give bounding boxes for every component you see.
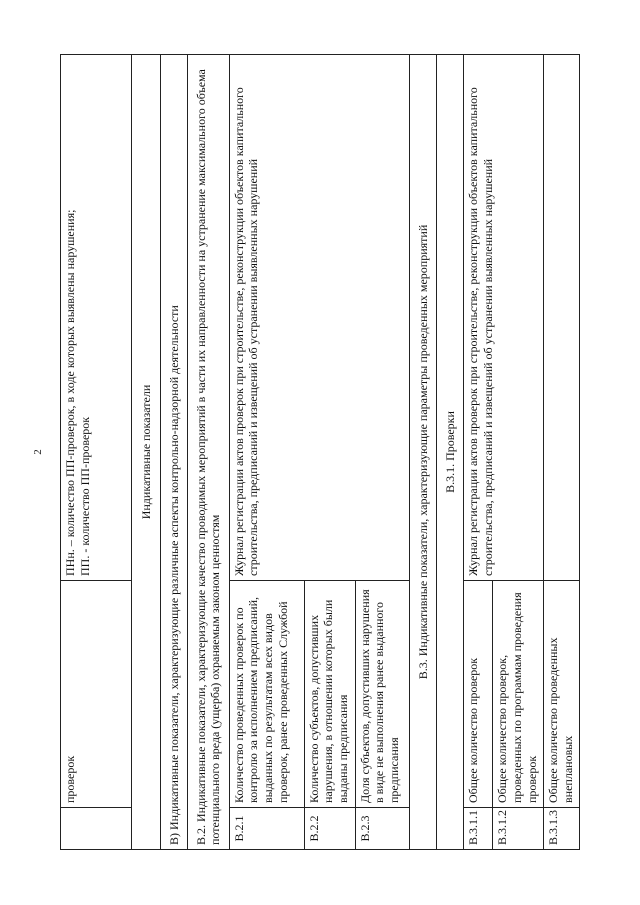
code-cell: В.3.1.1 <box>464 808 493 850</box>
description-cell: Общее количество проверок, проведенных по программам проведения проверок <box>493 581 544 808</box>
code-cell: В.2.2 <box>304 808 355 850</box>
table-row <box>61 55 132 850</box>
description-cell: Количество субъектов, допустивших нарушения, в отношении которых были выданы предписания <box>304 581 355 808</box>
section-heading: В.3.1. Проверки <box>437 55 464 850</box>
table-row <box>544 55 580 850</box>
table-row <box>188 55 230 850</box>
table-row <box>161 55 188 850</box>
indicators-table <box>60 54 580 850</box>
page-number: 2 <box>32 449 44 455</box>
section-heading: В.3. Индикативные показатели, характеризующие параметры проведенных мероприятий <box>409 55 436 850</box>
description-cell: Доля субъектов, допустивших нарушения в виде не выполнения ранее выданного предписания <box>355 581 409 808</box>
section-heading: В) Индикативные показатели, характеризующие различные аспекты контрольно-надзорной деятельности <box>161 55 188 850</box>
source-cell: ПНн. – количество ПП-проверок, в ходе которых выявлены нарушения; ПП. - количество ПП-проверок <box>61 55 132 581</box>
table-row <box>437 55 464 850</box>
description-cell: Общее количество проверок <box>464 581 493 808</box>
code-cell <box>61 808 132 850</box>
section-heading: В.2. Индикативные показатели, характеризующие качество проводимых мероприятий в части их направленности на устранение максимального объема потенциального вреда (ущерба) охраняемым законом ценностям <box>188 55 230 850</box>
table-row <box>409 55 436 850</box>
table-row <box>131 55 160 850</box>
code-cell: В.3.1.3 <box>544 808 580 850</box>
description-cell: проверок <box>61 581 132 808</box>
source-cell: Журнал регистрации актов проверок при строительстве, реконструкции объектов капитального строительства, предписаний и извещений об устранении выявленных нарушений <box>229 55 409 581</box>
source-cell: Журнал регистрации актов проверок при строительстве, реконструкции объектов капитального строительства, предписаний и извещений об устранении выявленных нарушений <box>464 55 544 581</box>
source-cell <box>544 55 580 581</box>
description-cell: Количество проведенных проверок по контролю за исполнением предписаний, выданных по результатам всех видов проверок, ранее проведенных Службой <box>229 581 304 808</box>
rotated-table-container <box>60 55 580 850</box>
code-cell: В.3.1.2 <box>493 808 544 850</box>
table-row <box>229 55 304 850</box>
indicative-header: Индикативные показатели <box>131 55 160 850</box>
description-cell: Общее количество проведенных внеплановых <box>544 581 580 808</box>
code-cell: В.2.1 <box>229 808 304 850</box>
code-cell: В.2.3 <box>355 808 409 850</box>
table-row <box>464 55 493 850</box>
